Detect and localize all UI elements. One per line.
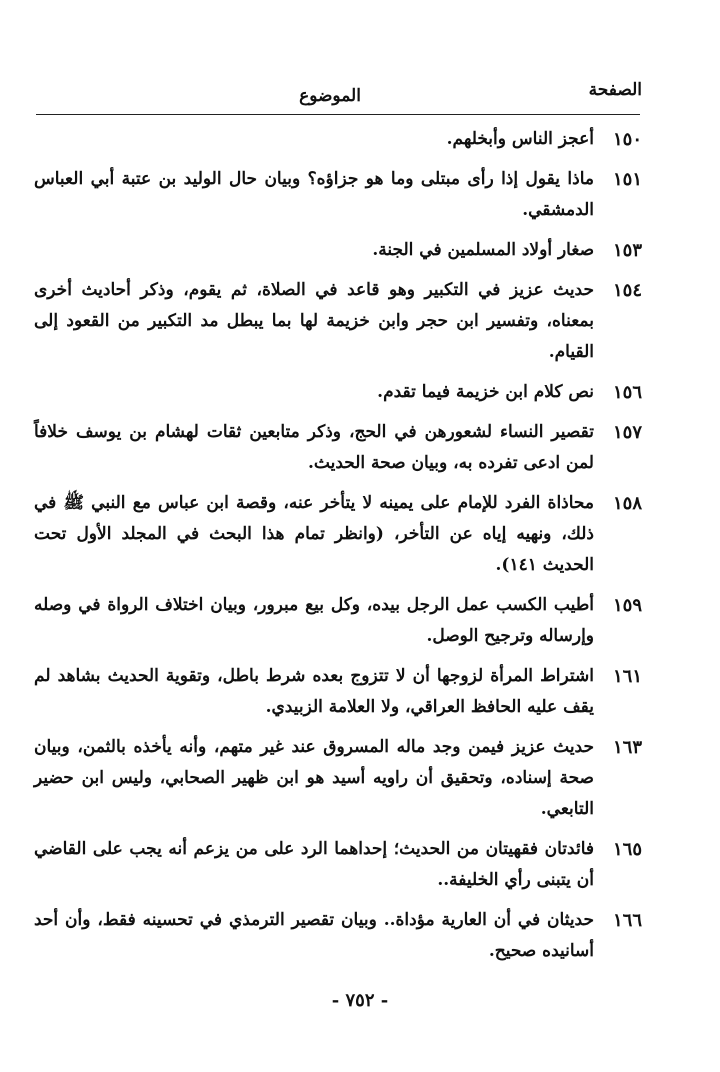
- index-entry: [34, 275, 642, 368]
- header-rule: [36, 114, 640, 115]
- index-entry: [34, 488, 642, 581]
- index-entry: [34, 124, 642, 155]
- entry-page-number: ١٦١: [612, 666, 642, 687]
- index-entry: [34, 590, 642, 652]
- entry-page-number: ١٥١: [612, 169, 642, 190]
- entry-topic: ماذا يقول إذا رأى مبتلى وما هو جزاؤه؟ وبيان حال الوليد بن عتبة أبي العباس الدمشقي.: [34, 169, 594, 220]
- index-entry: [34, 905, 642, 967]
- entry-topic: فائدتان فقهيتان من الحديث؛ إحداهما الرد على من يزعم أنه يجب على القاضي أن يتبنى رأي الخليفة..: [34, 839, 594, 890]
- page-number: - ٧٥٢ -: [331, 990, 389, 1011]
- entry-page-number: ١٥٨: [612, 493, 642, 514]
- index-entry: [34, 417, 642, 479]
- entry-topic: حديث عزيز فيمن وجد ماله المسروق عند غير متهم، وأنه يأخذه بالثمن، وبيان صحة إسناده، وتحقيق أن راويه أسيد هو ابن ظهير الصحابي، وليس ابن حضير التابعي.: [34, 737, 594, 819]
- entry-topic: اشتراط المرأة لزوجها أن لا تتزوج بعده شرط باطل، وتقوية الحديث بشاهد لم يقف عليه الحافظ العراقي، ولا العلامة الزبيدي.: [34, 666, 594, 717]
- entry-page-number: ١٥٤: [612, 280, 642, 301]
- entry-page-number: ١٥٠: [612, 129, 642, 150]
- entry-page-number: ١٥٩: [612, 595, 642, 616]
- entry-topic: أطيب الكسب عمل الرجل بيده، وكل بيع مبرور، وبيان اختلاف الرواة في وصله وإرساله وترجيح الوصل.: [34, 595, 594, 646]
- entry-page-number: ١٦٥: [612, 839, 642, 860]
- entry-page-number: ١٥٦: [612, 382, 642, 403]
- entry-topic: تقصير النساء لشعورهن في الحج، وذكر متابعين ثقات لهشام بن يوسف خلافاً لمن ادعى تفرده به، وبيان صحة الحديث.: [34, 422, 594, 473]
- index-entry: [34, 732, 642, 825]
- entry-topic: صغار أولاد المسلمين في الجنة.: [372, 240, 594, 260]
- topic-column-header: الموضوع: [299, 86, 361, 106]
- entry-page-number: ١٥٧: [612, 422, 642, 443]
- index-entry: [34, 164, 642, 226]
- index-entry: [34, 661, 642, 723]
- index-entry: [34, 834, 642, 896]
- entry-topic: نص كلام ابن خزيمة فيما تقدم.: [377, 382, 594, 402]
- entry-page-number: ١٦٦: [612, 910, 642, 931]
- page-column-header: الصفحة: [588, 80, 642, 100]
- entry-page-number: ١٥٣: [612, 240, 642, 261]
- index-entry: [34, 377, 642, 408]
- entry-topic: أعجز الناس وأبخلهم.: [446, 129, 594, 149]
- index-entry: [34, 235, 642, 266]
- entry-page-number: ١٦٣: [612, 737, 642, 758]
- entry-topic: محاذاة الفرد للإمام على يمينه لا يتأخر عنه، وقصة ابن عباس مع النبي ﷺ في ذلك، ونهيه إياه عن التأخر، (وانظر تمام هذا البحث في المجلد الأول تحت الحديث ١٤١).: [34, 493, 594, 575]
- entry-topic: حديث عزيز في التكبير وهو قاعد في الصلاة، ثم يقوم، وذكر أحاديث أخرى بمعناه، وتفسير ابن حجر وابن خزيمة لها بما يبطل مد التكبير من القعود إلى القيام.: [34, 280, 594, 362]
- index-list: [34, 124, 642, 976]
- entry-topic: حديثان في أن العارية مؤداة.. وبيان تقصير الترمذي في تحسينه فقط، وأن أحد أسانيده صحيح.: [34, 910, 594, 961]
